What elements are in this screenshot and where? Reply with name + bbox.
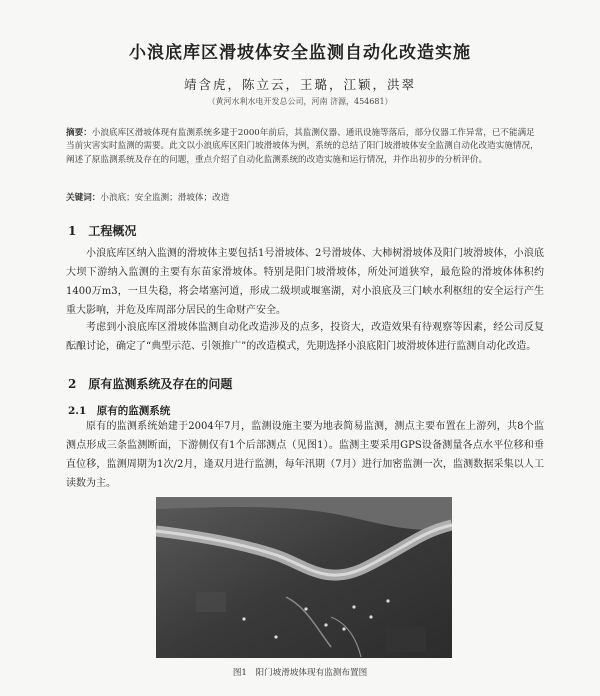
paper-title: 小浪底库区滑坡体安全监测自动化改造实施 [129,43,471,63]
keywords-label: 关键词： [66,193,101,203]
abstract-label: 摘要： [66,128,92,138]
paper-affiliation: （黄河水利水电开发总公司，河南 济源，454681） [207,97,393,106]
satellite-image [156,497,452,658]
section-2-heading: 2 原有监测系统及存在的问题 [68,377,233,391]
section-2-1-paragraph: 原有的监测系统始建于2004年7月，监测设施主要为地表简易监测，测点主要布置在上游列，共8个监测点形成三条监测断面，下游侧仅有1个后部测点（见图1）。监测主要采用GPS设备测量各点水平位移和垂直位移，监测周期为1次/2月，逢双月进行监测，每年汛期（7月）进行加密监测一次，监测数据采集以人工读数为主。 [66,421,544,489]
abstract-text: 小浪底库区滑坡体现有监测系统多建于2000年前后，其监测仪器、通讯设施等落后，部分仪器工作异常，已不能满足当前灾害实时监测的需要。此文以小浪底库区阳门坡滑坡体为例，系统的总结了阳门坡滑坡体安全监测自动化改造实施情况，阐述了原监测系统及存在的问题，重点介绍了自动化监测系统的改造实施和运行情况，并作出初步的分析评价。 [66,128,539,165]
section-1-heading: 1 工程概况 [68,224,137,238]
section-1-paragraph-2: 考虑到小浪底库区滑坡体监测自动化改造涉及的点多，投资大，改造效果有待观察等因素，经公司反复酝酿讨论，确定了“典型示范、引领推广”的改造模式，先期选择小浪底阳门坡滑坡体进行监测自动化改造。 [66,322,544,352]
figure-1-caption: 图1 阳门坡滑坡体现有监测布置图 [232,668,368,678]
abstract [66,127,540,167]
section-1-paragraph-1: 小浪底库区纳入监测的滑坡体主要包括1号滑坡体、2号滑坡体、大柿树滑坡体及阳门坡滑坡体，小浪底大坝下游纳入监测的主要有东苗家滑坡体。特别是阳门坡滑坡体，所处河道狭窄，最危险的滑坡体体积约1400万m3，一旦失稳，将会堵塞河道，形成二级坝或堰塞湖，对小浪底及三门峡水利枢纽的安全运行产生重大影响，并危及库周部分居民的生命财产安全。 [66,248,544,316]
keywords [66,191,540,203]
figure-1-image [156,497,452,658]
keywords-text: 小浪底；安全监测；滑坡体；改造 [100,193,230,203]
paper-authors: 靖含虎，陈立云，王璐，江颖，洪翠 [183,77,416,92]
section-2-1-heading: 2.1 原有的监测系统 [68,405,171,417]
